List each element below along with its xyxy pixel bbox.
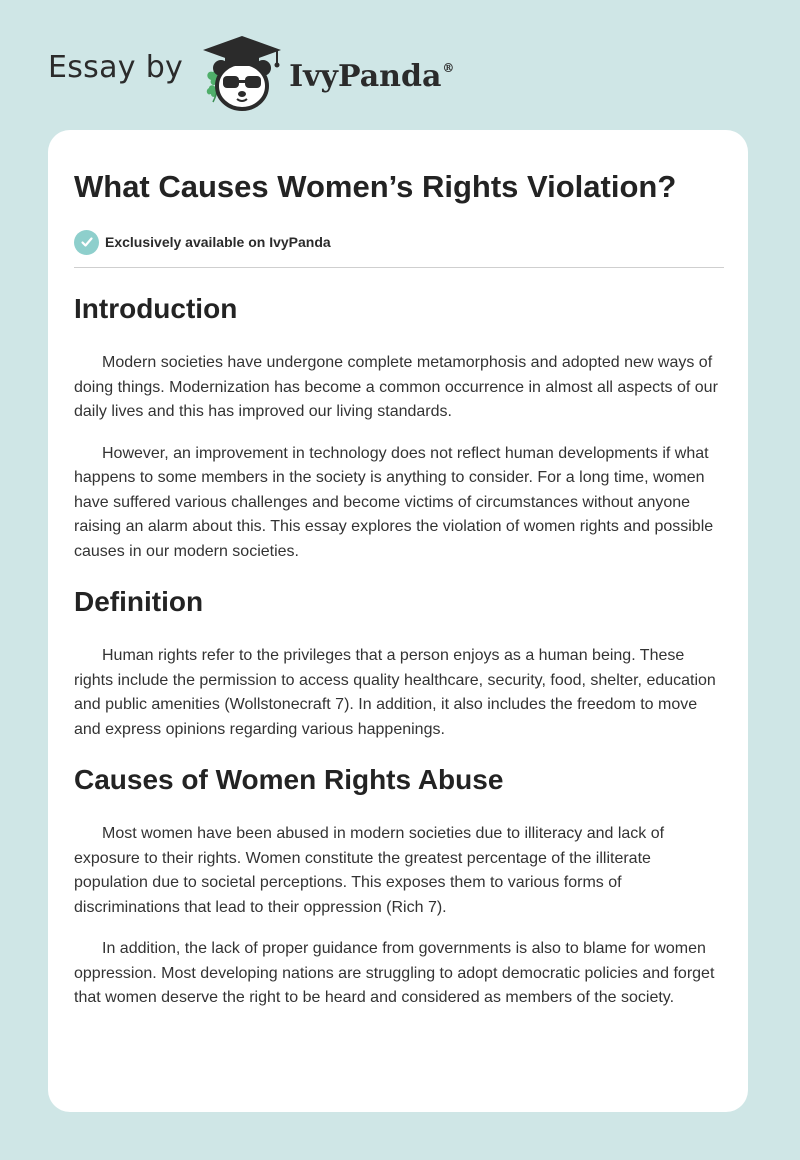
section-heading-definition: Definition bbox=[74, 586, 204, 617]
essay-card bbox=[48, 130, 748, 1112]
paragraph: In addition, the lack of proper guidance from governments is also to blame for women oppression. Most developing nations are struggling to adopt democratic policies and forget that women deserve the right to be heard and considered as members of the society. bbox=[74, 940, 715, 1006]
check-icon bbox=[74, 230, 99, 255]
badge-label: Exclusively available on IvyPanda bbox=[105, 234, 331, 250]
exclusive-badge bbox=[74, 229, 724, 255]
registered-mark: ® bbox=[442, 60, 455, 75]
section-heading-causes: Causes of Women Rights Abuse bbox=[74, 764, 504, 795]
divider bbox=[74, 267, 724, 268]
paragraph: Modern societies have undergone complete metamorphosis and adopted new ways of doing things. Modernization has become a common occurrence in almost all aspects of our daily lives and this has improved our living standards. bbox=[74, 354, 718, 420]
panda-logo-icon[interactable] bbox=[197, 30, 287, 114]
essay-by-label: Essay by bbox=[48, 49, 184, 85]
brand-name[interactable] bbox=[289, 59, 454, 94]
paragraph: Most women have been abused in modern societies due to illiteracy and lack of exposure to their rights. Women constitute the greatest percentage of the illiterate population due to societal perceptions. This exposes them to various forms of discriminations that lead to their oppression (Rich 7). bbox=[74, 825, 665, 916]
essay-content bbox=[74, 166, 724, 1011]
paragraph: Human rights refer to the privileges that a person enjoys as a human being. These rights include the permission to access quality healthcare, security, food, shelter, education and public amenities (Wollstonecraft 7). In addition, it also includes the freedom to move and express opinions regarding various happenings. bbox=[74, 647, 716, 738]
essay-title: What Causes Women’s Rights Violation? bbox=[74, 169, 677, 204]
section-heading-introduction: Introduction bbox=[74, 293, 238, 324]
paragraph: However, an improvement in technology does not reflect human developments if what happens to some members in the society is anything to consider. For a long time, women have suffered various challenges and become victims of circumstances without anyone raising an alarm about this. This essay explores the violation of women rights and possible causes in our modern societies. bbox=[74, 444, 714, 560]
site-header bbox=[48, 30, 454, 114]
brand-label: IvyPanda bbox=[289, 58, 442, 94]
